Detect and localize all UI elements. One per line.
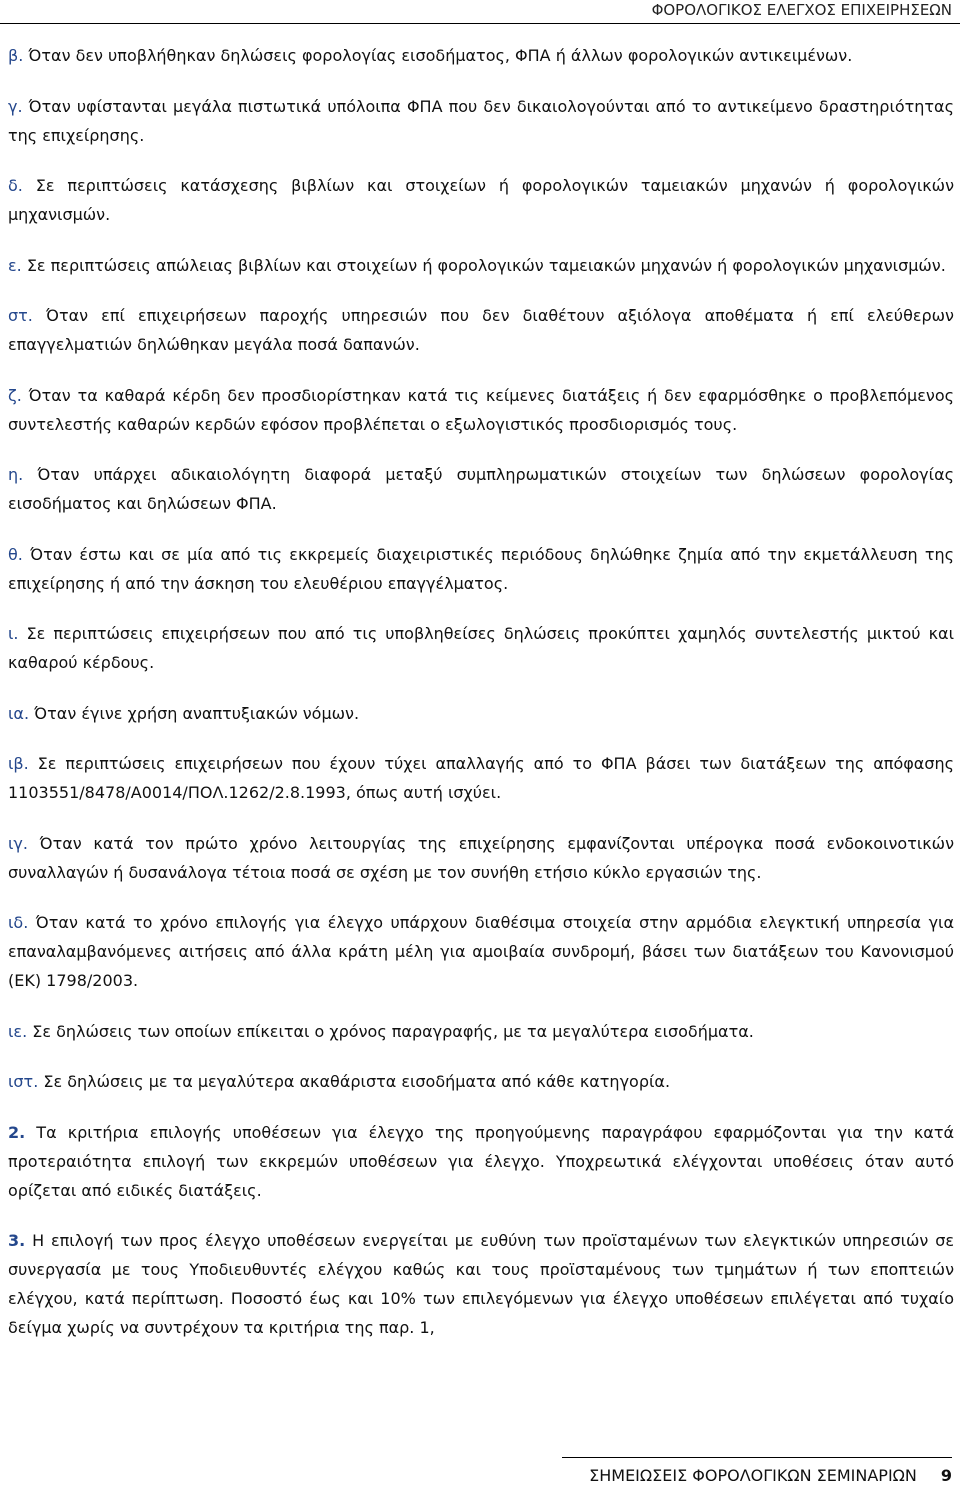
section-number: 3.: [8, 1231, 26, 1250]
paragraph-3: [8, 1226, 954, 1342]
footer-rule: [562, 1457, 952, 1458]
paragraph-text: Όταν δεν υποβλήθηκαν δηλώσεις φορολογίας εισοδήματος, ΦΠΑ ή άλλων φορολογικών αντικειμένων.: [23, 46, 853, 65]
paragraph-text: Σε δηλώσεις των οποίων επίκειται ο χρόνος παραγραφής, με τα μεγαλύτερα εισοδήματα.: [27, 1021, 754, 1041]
paragraph-text: Η επιλογή των προς έλεγχο υποθέσεων ενεργείται με ευθύνη των προϊσταμένων των ελεγκτικών υπηρεσιών σε συνεργασία με τους Υποδιευθυντές ελέγχου καθώς και τους προϊσταμένους των τμημάτων ή των εποπτειών ελέγχου, κατά περίπτωση. Ποσοστό έως και 10% των επιλεγόμενων για έλεγχο υποθέσεων επιλέγεται από τυχαίο δείγμα χωρίς να συντρέχουν τα κριτήρια της παρ. 1,: [8, 1231, 954, 1337]
paragraph-2: [8, 1118, 954, 1205]
list-marker: στ.: [8, 306, 33, 325]
paragraph-ist: [8, 1067, 954, 1096]
paragraph-ia: [8, 699, 954, 728]
paragraph-text: Σε περιπτώσεις κατάσχεσης βιβλίων και στοιχείων ή φορολογικών ταμειακών μηχανών ή φορολογικών μηχανισμών.: [8, 176, 954, 224]
paragraph-z: [8, 381, 954, 439]
paragraph-th: [8, 540, 954, 598]
section-number: 2.: [8, 1122, 26, 1142]
paragraph-b: [8, 41, 954, 70]
list-marker: β.: [8, 46, 24, 65]
document-body: [8, 41, 954, 1342]
list-marker: δ.: [8, 176, 23, 195]
paragraph-id: [8, 908, 954, 995]
paragraph-text: Τα κριτήρια επιλογής υποθέσεων για έλεγχο της προηγούμενης παραγράφου εφαρμόζονται για την κατά προτεραιότητα επιλογή των εκκρεμών υποθέσεων για έλεγχο. Υποχρεωτικά ελέγχονται υποθέσεις όταν αυτό ορίζεται από ειδικές διατάξεις.: [8, 1122, 954, 1200]
paragraph-text: Όταν υφίστανται μεγάλα πιστωτικά υπόλοιπα ΦΠΑ που δεν δικαιολογούνται από το αντικείμενο δραστηριότητας της επιχείρησης.: [8, 96, 954, 145]
list-marker: η.: [8, 465, 24, 484]
list-marker: ε.: [8, 255, 22, 275]
paragraph-d: [8, 171, 954, 229]
paragraph-ig: [8, 829, 954, 887]
list-marker: θ.: [8, 544, 23, 564]
footer-title: ΣΗΜΕΙΩΣΕΙΣ ΦΟΡΟΛΟΓΙΚΩΝ ΣΕΜΙΝΑΡΙΩΝ: [589, 1466, 917, 1485]
list-marker: ιδ.: [8, 913, 29, 932]
list-marker: ιε.: [8, 1021, 28, 1041]
paragraph-g: [8, 92, 954, 150]
list-marker: γ.: [8, 96, 23, 116]
list-marker: ι.: [8, 624, 19, 643]
running-header-title: ΦΟΡΟΛΟΓΙΚΟΣ ΕΛΕΓΧΟΣ ΕΠΙΧΕΙΡΗΣΕΩΝ: [651, 1, 952, 19]
page-number: 9: [940, 1466, 952, 1485]
list-marker: ιστ.: [8, 1072, 39, 1091]
paragraph-text: Σε δηλώσεις με τα μεγαλύτερα ακαθάριστα εισοδήματα από κάθε κατηγορία.: [38, 1072, 671, 1091]
paragraph-text: Σε περιπτώσεις επιχειρήσεων που από τις υποβληθείσες δηλώσεις προκύπτει χαμηλός συντελεστής μικτού και καθαρού κέρδους.: [8, 624, 954, 672]
page-footer: [589, 1466, 952, 1486]
paragraph-text: Όταν κατά το χρόνο επιλογής για έλεγχο υπάρχουν διαθέσιμα στοιχεία στην αρμόδια ελεγκτική υπηρεσία για επαναλαμβανόμενες αιτήσεις από άλλα κράτη μέλη για αμοιβαία συνδρομή, βάσει των διατάξεων του Κανονισμού (ΕΚ) 1798/2003.: [8, 913, 954, 990]
paragraph-st: [8, 301, 954, 359]
paragraph-text: Σε περιπτώσεις απώλειας βιβλίων και στοιχείων ή φορολογικών ταμειακών μηχανών ή φορολογικών μηχανισμών.: [21, 255, 946, 275]
header-rule: [0, 23, 960, 24]
list-marker: ιβ.: [8, 754, 29, 773]
paragraph-text: Όταν έστω και σε μία από τις εκκρεμείς διαχειριστικές περιόδους δηλώθηκε ζημία από την εκμετάλλευση της επιχείρησης ή από την άσκηση του ελευθέριου επαγγέλματος.: [8, 544, 954, 593]
paragraph-text: Όταν τα καθαρά κέρδη δεν προσδιορίστηκαν κατά τις κείμενες διατάξεις ή δεν εφαρμόσθηκε ο προβλεπόμενος συντελεστής καθαρών κερδών εφόσον προβλέπεται ο εξωλογιστικός προσδιορισμός τους.: [8, 385, 954, 434]
paragraph-text: Σε περιπτώσεις επιχειρήσεων που έχουν τύχει απαλλαγής από το ΦΠΑ βάσει των διατάξεων της απόφασης 1103551/8478/Α0014/ΠΟΛ.1262/2.8.1993, όπως αυτή ισχύει.: [8, 754, 954, 802]
list-marker: ζ.: [8, 385, 22, 405]
paragraph-ib: [8, 749, 954, 807]
paragraph-iota: [8, 619, 954, 677]
paragraph-text: Όταν έγινε χρήση αναπτυξιακών νόμων.: [29, 703, 360, 723]
paragraph-e: [8, 251, 954, 280]
list-marker: ιγ.: [8, 833, 28, 853]
paragraph-i: [8, 460, 954, 518]
paragraph-text: Όταν κατά τον πρώτο χρόνο λειτουργίας της επιχείρησης εμφανίζονται υπέρογκα ποσά ενδοκοινοτικών συναλλαγών ή δυσανάλογα τέτοια ποσά σε σχέση με τον συνήθη ετήσιο κύκλο εργασιών της.: [8, 833, 954, 882]
paragraph-text: Όταν επί επιχειρήσεων παροχής υπηρεσιών που δεν διαθέτουν αξιόλογα αποθέματα ή επί ελεύθερων επαγγελματιών δηλώθηκαν μεγάλα ποσά δαπανών.: [8, 306, 954, 354]
paragraph-ie: [8, 1017, 954, 1046]
paragraph-text: Όταν υπάρχει αδικαιολόγητη διαφορά μεταξύ συμπληρωματικών στοιχείων των δηλώσεων φορολογίας εισοδήματος και δηλώσεων ΦΠΑ.: [8, 465, 954, 513]
list-marker: ια.: [8, 703, 30, 723]
